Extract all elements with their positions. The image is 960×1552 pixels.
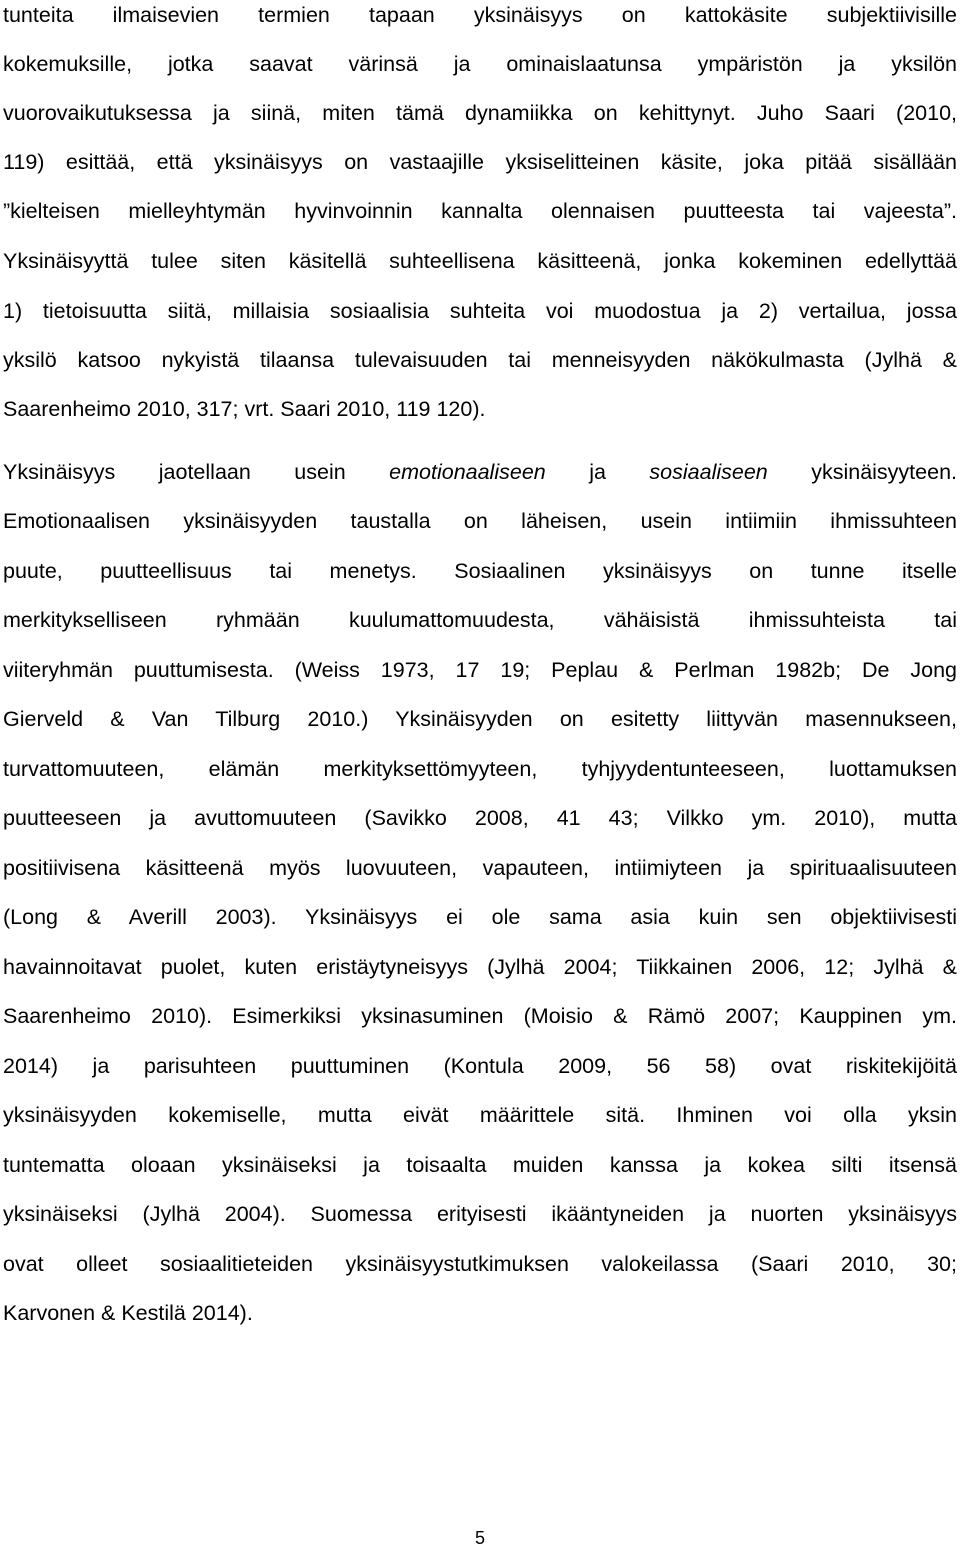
text-line: viiteryhmän puuttumisesta. (Weiss 1973, 17 19; Peplau & Perlman 1982b; De Jong — [3, 658, 957, 682]
text-line: puutteeseen ja avuttomuuteen (Savikko 2008, 41 43; Vilkko ym. 2010), mutta — [3, 806, 957, 830]
text-line: merkitykselliseen ryhmään kuulumattomuudesta, vähäisistä ihmissuhteista tai — [3, 608, 957, 632]
text-line: ”kielteisen mielleyhtymän hyvinvoinnin kannalta olennaisen puutteesta tai vajeesta”. — [3, 199, 957, 223]
emphasis-term: sosiaaliseen — [649, 460, 768, 484]
text-line: 119) esittää, että yksinäisyys on vastaajille yksiselitteinen käsite, joka pitää sisällään — [3, 150, 957, 174]
text-line: Saarenheimo 2010, 317; vrt. Saari 2010, 119 120). — [3, 397, 486, 421]
text-line: 2014) ja parisuhteen puuttuminen (Kontula 2009, 56 58) ovat riskitekijöitä — [3, 1054, 957, 1078]
emphasis-term: emotionaaliseen — [389, 460, 546, 484]
page-number: 5 — [474, 1528, 485, 1548]
text-line: tuntematta oloaan yksinäiseksi ja toisaalta muiden kanssa ja kokea silti itsensä — [3, 1153, 957, 1177]
text-line — [3, 457, 957, 487]
text-line: (Long & Averill 2003). Yksinäisyys ei ole sama asia kuin sen objektiivisesti — [3, 905, 957, 929]
text-line: ovat olleet sosiaalitieteiden yksinäisyystutkimuksen valokeilassa (Saari 2010, 30; — [3, 1252, 957, 1276]
text-line: Karvonen & Kestilä 2014). — [3, 1301, 253, 1325]
text-line: tunteita ilmaisevien termien tapaan yksinäisyys on kattokäsite subjektiivisille — [3, 3, 957, 27]
text-line: yksinäiseksi (Jylhä 2004). Suomessa erityisesti ikääntyneiden ja nuorten yksinäisyys — [3, 1202, 957, 1226]
text-line: puute, puutteellisuus tai menetys. Sosiaalinen yksinäisyys on tunne itselle — [3, 559, 957, 583]
text-line: kokemuksille, jotka saavat värinsä ja ominaislaatunsa ympäristön ja yksilön — [3, 52, 957, 76]
text-span: ja — [545, 460, 650, 484]
text-line: 1) tietoisuutta siitä, millaisia sosiaalisia suhteita voi muodostua ja 2) vertailua, jossa — [3, 299, 957, 323]
text-line: turvattomuuteen, elämän merkityksettömyyteen, tyhjyydentunteeseen, luottamuksen — [3, 757, 957, 781]
text-line: havainnoitavat puolet, kuten eristäytyneisyys (Jylhä 2004; Tiikkainen 2006, 12; Jylhä & — [3, 955, 957, 979]
text-line: yksinäisyyden kokemiselle, mutta eivät määrittele sitä. Ihminen voi olla yksin — [3, 1103, 957, 1127]
text-line: Gierveld & Van Tilburg 2010.) Yksinäisyyden on esitetty liittyvän masennukseen, — [3, 707, 957, 731]
text-line: Saarenheimo 2010). Esimerkiksi yksinasuminen (Moisio & Rämö 2007; Kauppinen ym. — [3, 1004, 957, 1028]
text-line: vuorovaikutuksessa ja siinä, miten tämä dynamiikka on kehittynyt. Juho Saari (2010, — [3, 101, 957, 125]
text-line: yksilö katsoo nykyistä tilaansa tulevaisuuden tai menneisyyden näkökulmasta (Jylhä & — [3, 348, 957, 372]
text-span: yksinäisyyteen. — [767, 460, 957, 484]
text-line: Yksinäisyyttä tulee siten käsitellä suhteellisena käsitteenä, jonka kokeminen edellyttää — [3, 249, 957, 273]
text-line: positiivisena käsitteenä myös luovuuteen, vapauteen, intiimiyteen ja spirituaalisuuteen — [3, 856, 957, 880]
text-span: Yksinäisyys jaotellaan usein — [3, 460, 390, 484]
text-line: Emotionaalisen yksinäisyyden taustalla on läheisen, usein intiimiin ihmissuhteen — [3, 509, 957, 533]
